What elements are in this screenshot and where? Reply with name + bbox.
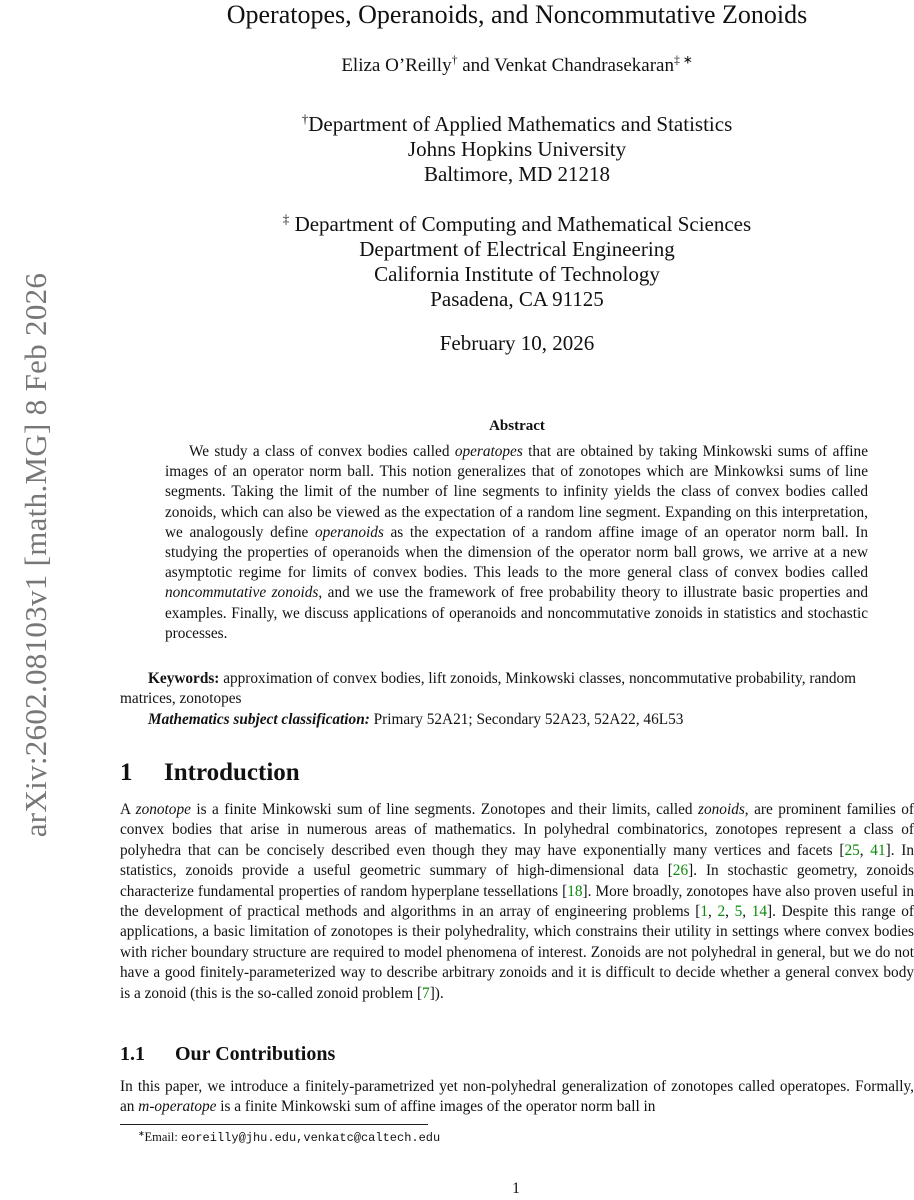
subsection-title: Our Contributions — [175, 1043, 336, 1065]
affiliation-caltech-mark: ‡ — [282, 211, 290, 226]
citation-link[interactable]: 5 — [734, 903, 743, 921]
affiliation-caltech — [120, 212, 914, 312]
keywords — [120, 669, 914, 709]
affiliation-mark-dagger: † — [451, 53, 458, 67]
term-zonotope: zonotope — [135, 801, 191, 818]
affiliation-caltech-line-2: Department of Electrical Engineering — [359, 237, 675, 261]
citation-link[interactable]: 7 — [422, 984, 430, 1002]
section-heading-introduction — [120, 757, 300, 789]
term-m-operatope: m-operatope — [138, 1098, 217, 1116]
affiliation-jhu-line-3: Baltimore, MD 21218 — [423, 162, 611, 186]
section-heading-contributions — [120, 1041, 335, 1067]
section-title: Introduction — [164, 759, 300, 786]
affiliation-jhu-line-1: †Department of Applied Mathematics and Statistics — [301, 111, 733, 136]
affiliation-mark-ddagger: ‡ ∗ — [673, 53, 693, 67]
msc-text: Primary 52A21; Secondary 52A23, 52A22, 46L53 — [369, 711, 684, 728]
email-footnote — [138, 1129, 440, 1146]
subject-classification — [120, 710, 914, 730]
author-oreilly: Eliza O’Reilly — [341, 55, 452, 76]
author-conjunction: and — [457, 55, 495, 76]
term-operanoids: operanoids — [314, 523, 384, 541]
arxiv-identifier: arXiv:2602.08103v1 [math.MG] 8 Feb 2026 — [18, 272, 53, 838]
term-noncommutative-zonoids: noncommutative zonoids — [165, 584, 319, 602]
section-number: 1 — [120, 759, 133, 786]
citation-link[interactable]: 25 — [844, 841, 860, 859]
subsection-number: 1.1 — [120, 1043, 145, 1065]
affiliation-caltech-line-4: Pasadena, CA 91125 — [430, 287, 604, 311]
contributions-paragraph: In this paper, we introduce a finitely-parametrized yet non-polyhedral generalization of zonotopes called operatopes. Formally, an m-operatope is a finite Minkowski sum of affine images of the operator norm ball in — [120, 1078, 914, 1116]
term-zonoids: zonoids — [698, 801, 745, 818]
term-operatopes: operatopes — [454, 443, 523, 460]
affiliation-jhu-mark: † — [301, 111, 309, 126]
footnote-emails[interactable]: eoreilly@jhu.edu,venkatc@caltech.edu — [180, 1131, 441, 1145]
affiliation-caltech-line-1: ‡ Department of Computing and Mathematical Sciences — [282, 211, 752, 236]
citation-link[interactable]: 1 — [700, 903, 709, 921]
abstract-heading: Abstract — [489, 418, 545, 434]
author-line — [120, 54, 914, 78]
citation-link[interactable]: 14 — [751, 903, 768, 921]
footnote-mark: ∗ — [138, 1128, 145, 1138]
paper-title: Operatopes, Operanoids, and Noncommutative Zonoids — [226, 0, 808, 29]
author-chandrasekaran: Venkat Chandrasekaran — [494, 55, 674, 76]
page-number: 1 — [512, 1180, 520, 1197]
footnote-label: Email: — [144, 1130, 181, 1144]
citation-link[interactable]: 41 — [870, 841, 886, 859]
introduction-paragraph: A zonotope is a finite Minkowski sum of line segments. Zonotopes and their limits, called zonoids, are prominent families of convex bodies that arise in numerous areas of mathematics. In polyhedral combinatorics, zonotopes represent a class of polyhedra that can be concisely described even though they may have exponentially many vertices and facets [25, 41]. In statistics, zonoids provide a useful geometric summary of high-dimensional data [26]. In stochastic geometry, zonoids characterize fundamental properties of random hyperplane tessellations [18]. More broadly, zonotopes have also proven useful in the development of practical methods and algorithms in an array of engineering problems [1, 2, 5, 14]. Despite this range of applications, a basic limitation of zonotopes is their polyhedrality, which constrains their utility in settings where convex bodies with richer boundary structure are required to model phenomena of interest. Zonoids are not polyhedral in general, but we do not have a good finitely-parameterized way to describe arbitrary zonoids and it is difficult to decide whether a general convex body is a zonoid (this is the so-called zonoid problem [7]). — [120, 801, 914, 1002]
affiliation-jhu — [120, 112, 914, 187]
footnote-rule — [120, 1124, 428, 1125]
affiliation-jhu-line-2: Johns Hopkins University — [407, 137, 627, 161]
citation-link[interactable]: 18 — [567, 882, 583, 900]
keywords-label: Keywords: — [148, 670, 220, 687]
keywords-text: approximation of convex bodies, lift zonoids, Minkowski classes, noncommutative probability, random matrices, zonotopes — [120, 670, 857, 708]
abstract-body: We study a class of convex bodies called operatopes that are obtained by taking Minkowski sums of affine images of an operator norm ball. This notion generalizes that of zonotopes which are Minkowksi sums of line segments. Taking the limit of the number of line segments to infinity yields the class of convex bodies called zonoids, which can also be viewed as the expectation of a random line segment. Expanding on this interpretation, we analogously define operanoids as the expectation of a random affine image of an operator norm ball. In studying the properties of operanoids when the dimension of the operator norm ball grows, we arrive at a new asymptotic regime for limits of convex bodies. This leads to the more general class of convex bodies called noncommutative zonoids, and we use the framework of free probability theory to illustrate basic properties and examples. Finally, we discuss applications of operanoids and noncommutative zonoids in statistics and stochastic processes. — [165, 443, 869, 642]
paper-date: February 10, 2026 — [439, 331, 595, 355]
affiliation-caltech-line-3: California Institute of Technology — [374, 262, 660, 286]
msc-label: Mathematics subject classification: — [148, 711, 370, 728]
citation-link[interactable]: 26 — [672, 862, 689, 880]
citation-link[interactable]: 2 — [717, 903, 726, 921]
